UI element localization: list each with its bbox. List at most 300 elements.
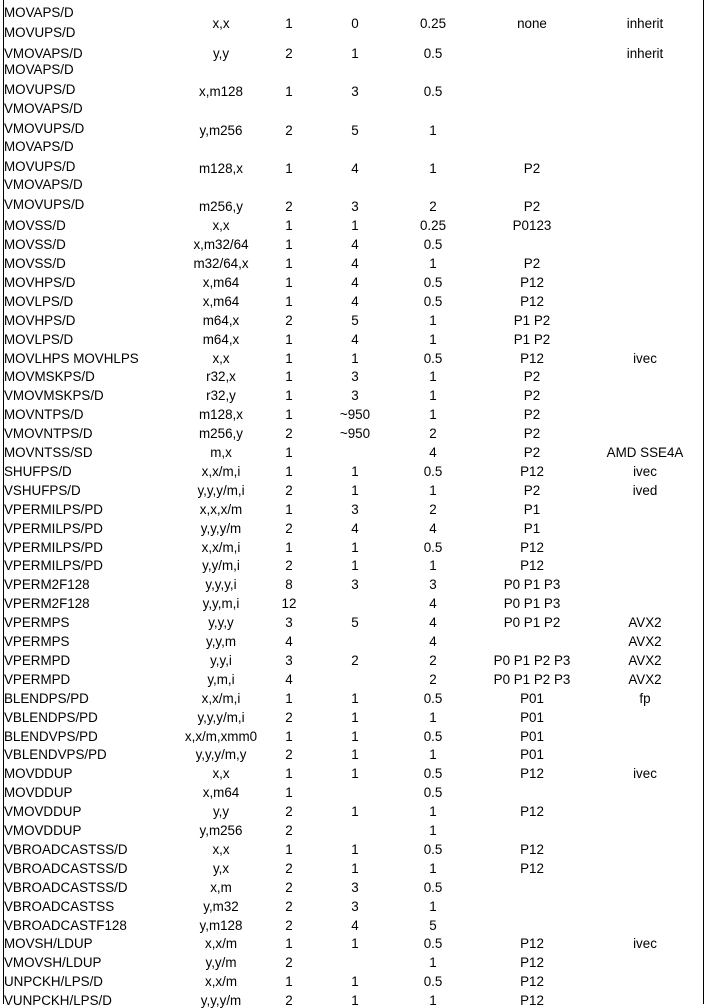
instruction-cell — [4, 555, 164, 574]
instruction-name: SHUFPS/D — [4, 463, 72, 479]
operands-cell: x,x — [212, 350, 230, 366]
throughput-cell: 1 — [429, 161, 437, 177]
ports-cell — [474, 781, 590, 800]
notes-cell — [590, 857, 700, 876]
latency-cell: 3 — [351, 879, 359, 895]
instruction-cell — [4, 4, 164, 42]
table-row — [0, 309, 705, 328]
instruction-name: MOVDDUP — [4, 785, 73, 801]
latency-cell: 1 — [351, 463, 359, 479]
table-row — [0, 42, 705, 61]
operands-cell: x,x — [212, 766, 230, 782]
latency-cell — [318, 952, 392, 971]
instruction-cell — [4, 290, 164, 309]
instruction-cell — [4, 138, 164, 176]
instruction-cell — [4, 914, 164, 933]
throughput-cell: 1 — [429, 823, 437, 839]
notes-cell — [590, 366, 700, 385]
table-row — [0, 838, 705, 857]
table-row — [0, 138, 705, 176]
throughput-cell: 3 — [429, 577, 437, 593]
operands-cell: y,y,i — [210, 652, 232, 668]
instruction-cell — [4, 781, 164, 800]
uops-cell: 12 — [281, 596, 297, 612]
ports-cell — [474, 914, 590, 933]
operands-cell: y,x — [212, 860, 230, 876]
instruction-name: BLENDVPS/PD — [4, 728, 98, 744]
instruction-name: MOVSS/D — [4, 256, 66, 272]
operands-cell: x,x/m — [205, 974, 237, 990]
table-row — [0, 347, 705, 366]
ports-cell: P12 — [520, 350, 544, 366]
operands-cell: m,x — [210, 445, 232, 461]
operands-cell: y,y,y/m,i — [197, 482, 245, 498]
ports-cell — [474, 895, 590, 914]
operands-cell: x,m64 — [202, 293, 240, 309]
operands-cell: m128,x — [199, 161, 243, 177]
uops-cell: 2 — [285, 747, 293, 763]
throughput-cell: 0.5 — [423, 237, 443, 253]
latency-cell: 1 — [351, 350, 359, 366]
throughput-cell: 0.5 — [423, 293, 443, 309]
instruction-cell — [4, 252, 164, 271]
instruction-cell — [4, 176, 164, 214]
throughput-cell: 0.5 — [423, 350, 443, 366]
uops-cell: 1 — [285, 350, 293, 366]
notes-cell — [590, 214, 700, 233]
instruction-name: MOVMSKPS/D — [4, 369, 95, 385]
ports-cell: P0 P1 P2 P3 — [493, 671, 571, 687]
instruction-name: VMOVNTPS/D — [4, 426, 93, 442]
instruction-cell — [4, 611, 164, 630]
operands-cell: m256,y — [199, 426, 243, 442]
table-row — [0, 895, 705, 914]
latency-cell: 5 — [351, 122, 359, 138]
instruction-name: VBROADCASTSS/D — [4, 879, 128, 895]
operands-cell: y,y,y/m — [200, 993, 242, 1008]
instruction-cell — [4, 838, 164, 857]
notes-cell — [590, 725, 700, 744]
latency-cell: 4 — [351, 161, 359, 177]
latency-cell: 3 — [351, 84, 359, 100]
instruction-cell — [4, 876, 164, 895]
notes-cell — [590, 252, 700, 271]
table-row — [0, 403, 705, 422]
instruction-cell — [4, 385, 164, 404]
throughput-cell: 1 — [429, 312, 437, 328]
uops-cell: 2 — [285, 122, 293, 138]
instruction-name: VPERMILPS/PD — [4, 558, 103, 574]
notes-cell — [590, 781, 700, 800]
notes-cell — [590, 100, 700, 138]
notes-cell: fp — [639, 690, 651, 706]
latency-cell: 1 — [351, 539, 359, 555]
instruction-name: VBROADCASTSS/D — [4, 841, 128, 857]
throughput-cell: 0.5 — [423, 690, 443, 706]
latency-cell — [318, 819, 392, 838]
instruction-cell — [4, 744, 164, 763]
operands-cell: x,m64 — [202, 274, 240, 290]
instruction-cell — [4, 592, 164, 611]
table-row — [0, 460, 705, 479]
notes-cell: ivec — [633, 936, 657, 952]
instruction-cell — [4, 574, 164, 593]
operands-cell: x,x — [212, 841, 230, 857]
notes-cell — [590, 706, 700, 725]
latency-cell: 3 — [351, 898, 359, 914]
notes-cell — [590, 914, 700, 933]
latency-cell: 1 — [351, 804, 359, 820]
operands-cell: y,m256 — [199, 823, 243, 839]
throughput-cell: 1 — [429, 993, 437, 1008]
operands-cell: y,m32 — [203, 898, 239, 914]
instruction-cell — [4, 309, 164, 328]
notes-cell — [590, 555, 700, 574]
notes-cell — [590, 819, 700, 838]
throughput-cell: 4 — [429, 615, 437, 631]
table-row — [0, 252, 705, 271]
uops-cell: 1 — [285, 15, 293, 31]
table-row — [0, 328, 705, 347]
latency-cell: 3 — [351, 199, 359, 215]
operands-cell: x,m128 — [199, 84, 243, 100]
instruction-cell — [4, 366, 164, 385]
latency-cell — [318, 668, 392, 687]
throughput-cell: 0.5 — [423, 974, 443, 990]
uops-cell: 1 — [285, 690, 293, 706]
ports-cell: P12 — [520, 293, 544, 309]
table-row — [0, 4, 705, 42]
table-row — [0, 668, 705, 687]
operands-cell: y,y,y — [208, 615, 234, 631]
instruction-cell — [4, 42, 164, 61]
table-row — [0, 536, 705, 555]
table-row — [0, 61, 705, 99]
instruction-cell — [4, 214, 164, 233]
uops-cell: 2 — [285, 199, 293, 215]
uops-cell: 1 — [285, 237, 293, 253]
operands-cell: x,m — [210, 879, 232, 895]
latency-cell: 4 — [351, 520, 359, 536]
instruction-name: UNPCKH/LPS/D — [4, 974, 103, 990]
instruction-name: VMOVDDUP — [4, 823, 82, 839]
throughput-cell: 2 — [429, 199, 437, 215]
latency-cell: 1 — [351, 974, 359, 990]
table-row — [0, 517, 705, 536]
uops-cell: 2 — [285, 482, 293, 498]
ports-cell: P2 — [523, 426, 541, 442]
table-row — [0, 441, 705, 460]
operands-cell: r32,x — [206, 369, 236, 385]
operands-cell: y,y — [212, 804, 230, 820]
operands-cell: x,m64 — [202, 785, 240, 801]
latency-cell: 3 — [351, 388, 359, 404]
latency-cell: 1 — [351, 993, 359, 1008]
throughput-cell: 0.5 — [423, 879, 443, 895]
latency-cell: 5 — [351, 312, 359, 328]
table-row — [0, 498, 705, 517]
uops-cell: 1 — [285, 161, 293, 177]
table-row — [0, 952, 705, 971]
latency-cell: 4 — [351, 274, 359, 290]
operands-cell: m64,x — [202, 331, 240, 347]
uops-cell: 2 — [285, 898, 293, 914]
latency-cell: 1 — [351, 690, 359, 706]
operands-cell: x,x — [212, 15, 230, 31]
instruction-cell — [4, 819, 164, 838]
ports-cell: P0123 — [512, 218, 552, 234]
throughput-cell: 0.5 — [423, 785, 443, 801]
instruction-name: MOVLHPS MOVHLPS — [4, 350, 139, 366]
table-row — [0, 385, 705, 404]
latency-cell — [318, 781, 392, 800]
ports-cell — [474, 876, 590, 895]
instruction-name: VMOVAPS/D — [4, 177, 83, 193]
latency-cell: 3 — [351, 501, 359, 517]
throughput-cell: 4 — [429, 520, 437, 536]
uops-cell: 4 — [285, 634, 293, 650]
table-row — [0, 592, 705, 611]
ports-cell: P1 — [523, 501, 541, 517]
instruction-cell — [4, 536, 164, 555]
instruction-cell — [4, 517, 164, 536]
latency-cell: 1 — [351, 558, 359, 574]
instruction-name: VMOVSH/LDUP — [4, 955, 102, 971]
uops-cell: 1 — [285, 785, 293, 801]
table-row — [0, 763, 705, 782]
uops-cell: 1 — [285, 766, 293, 782]
latency-cell: 4 — [351, 237, 359, 253]
ports-cell: P2 — [523, 369, 541, 385]
instruction-cell — [4, 857, 164, 876]
instruction-name: VBROADCASTSS — [4, 898, 115, 914]
ports-cell: P12 — [520, 766, 544, 782]
uops-cell: 3 — [285, 615, 293, 631]
instruction-cell — [4, 100, 164, 138]
instruction-name: VMOVMSKPS/D — [4, 388, 104, 404]
table-row — [0, 800, 705, 819]
notes-cell: ivec — [633, 463, 657, 479]
ports-cell: P1 P2 — [513, 331, 551, 347]
throughput-cell: 0.25 — [419, 15, 447, 31]
instruction-name: MOVNTPS/D — [4, 407, 84, 423]
operands-cell: y,y,m — [206, 634, 236, 650]
instruction-cell — [4, 952, 164, 971]
instruction-name: VBROADCASTSS/D — [4, 860, 128, 876]
ports-cell — [474, 819, 590, 838]
throughput-cell: 5 — [429, 917, 437, 933]
instruction-cell — [4, 706, 164, 725]
ports-cell: P2 — [523, 199, 541, 215]
instruction-name: VMOVAPS/D — [4, 46, 83, 62]
notes-cell — [590, 592, 700, 611]
uops-cell: 1 — [285, 463, 293, 479]
latency-cell: 1 — [351, 482, 359, 498]
instruction-name: VPERMPD — [4, 671, 71, 687]
latency-cell: 1 — [351, 747, 359, 763]
uops-cell: 1 — [285, 501, 293, 517]
instruction-cell — [4, 687, 164, 706]
ports-cell: P12 — [520, 841, 544, 857]
ports-cell: none — [517, 15, 547, 31]
instruction-cell — [4, 668, 164, 687]
table-row — [0, 970, 705, 989]
uops-cell: 1 — [285, 388, 293, 404]
throughput-cell: 2 — [429, 671, 437, 687]
instruction-cell — [4, 763, 164, 782]
ports-cell: P2 — [523, 445, 541, 461]
latency-cell: 5 — [351, 615, 359, 631]
throughput-cell: 2 — [429, 652, 437, 668]
ports-cell: P01 — [520, 747, 544, 763]
latency-cell: 3 — [351, 577, 359, 593]
throughput-cell: 0.5 — [423, 841, 443, 857]
latency-cell — [318, 630, 392, 649]
instruction-name: MOVNTSS/SD — [4, 445, 93, 461]
ports-cell: P12 — [520, 274, 544, 290]
ports-cell: P12 — [520, 955, 544, 971]
uops-cell: 2 — [285, 804, 293, 820]
notes-cell — [590, 61, 700, 99]
latency-cell: 1 — [351, 841, 359, 857]
notes-cell — [590, 536, 700, 555]
throughput-cell: 1 — [429, 898, 437, 914]
table-row — [0, 479, 705, 498]
instruction-name: VPERMILPS/PD — [4, 520, 103, 536]
instruction-name: VPERM2F128 — [4, 596, 90, 612]
instruction-cell — [4, 460, 164, 479]
table-row — [0, 574, 705, 593]
operands-cell: m128,x — [199, 407, 243, 423]
ports-cell: P12 — [520, 936, 544, 952]
throughput-cell: 0.25 — [419, 218, 447, 234]
notes-cell — [590, 309, 700, 328]
throughput-cell: 1 — [429, 388, 437, 404]
instruction-name: MOVAPS/D — [4, 138, 74, 154]
throughput-cell: 1 — [429, 331, 437, 347]
operands-cell: m256,y — [199, 199, 243, 215]
throughput-cell: 1 — [429, 256, 437, 272]
instruction-name: MOVLPS/D — [4, 331, 74, 347]
instruction-cell — [4, 725, 164, 744]
operands-cell: m32/64,x — [193, 256, 249, 272]
instruction-cell — [4, 422, 164, 441]
table-row — [0, 914, 705, 933]
table-row — [0, 725, 705, 744]
instruction-name: MOVUPS/D — [4, 159, 76, 175]
instruction-cell — [4, 970, 164, 989]
notes-cell: AVX2 — [628, 615, 662, 631]
instruction-name: MOVHPS/D — [4, 312, 76, 328]
throughput-cell: 0.5 — [423, 539, 443, 555]
ports-cell: P2 — [523, 388, 541, 404]
table-row — [0, 271, 705, 290]
operands-cell: y,y,y,i — [205, 577, 237, 593]
throughput-cell: 1 — [429, 122, 437, 138]
instruction-name: MOVAPS/D — [4, 62, 74, 78]
throughput-cell: 2 — [429, 426, 437, 442]
instruction-cell — [4, 498, 164, 517]
ports-cell: P12 — [520, 804, 544, 820]
throughput-cell: 0.5 — [423, 936, 443, 952]
table-row — [0, 781, 705, 800]
throughput-cell: 4 — [429, 445, 437, 461]
instruction-name: VBLENDVPS/PD — [4, 747, 107, 763]
uops-cell: 1 — [285, 445, 293, 461]
uops-cell: 1 — [285, 369, 293, 385]
ports-cell — [474, 42, 590, 61]
ports-cell: P12 — [520, 463, 544, 479]
latency-cell: 4 — [351, 256, 359, 272]
latency-cell: 1 — [351, 46, 359, 62]
latency-cell: 4 — [351, 917, 359, 933]
instruction-cell — [4, 441, 164, 460]
table-row — [0, 687, 705, 706]
table-row — [0, 989, 705, 1008]
throughput-cell: 0.5 — [423, 84, 443, 100]
operands-cell: y,y,m,i — [202, 596, 240, 612]
ports-cell: P2 — [523, 256, 541, 272]
instruction-name: VUNPCKH/LPS/D — [4, 993, 112, 1008]
uops-cell: 3 — [285, 652, 293, 668]
operands-cell: y,m128 — [199, 917, 243, 933]
instruction-name: VMOVAPS/D — [4, 100, 83, 116]
table-row — [0, 366, 705, 385]
instruction-name: BLENDPS/PD — [4, 690, 89, 706]
notes-cell — [590, 876, 700, 895]
instruction-cell — [4, 328, 164, 347]
table-row — [0, 290, 705, 309]
uops-cell: 2 — [285, 823, 293, 839]
uops-cell: 2 — [285, 46, 293, 62]
latency-cell: 3 — [351, 369, 359, 385]
ports-cell: P12 — [520, 993, 544, 1008]
notes-cell — [590, 328, 700, 347]
instruction-name: VBLENDPS/PD — [4, 709, 98, 725]
throughput-cell: 1 — [429, 369, 437, 385]
instruction-name: MOVAPS/D — [4, 5, 74, 20]
instruction-cell — [4, 347, 164, 366]
operands-cell: x,x/m — [205, 936, 237, 952]
throughput-cell: 0.5 — [423, 463, 443, 479]
notes-cell — [590, 138, 700, 176]
table-row — [0, 214, 705, 233]
uops-cell: 1 — [285, 256, 293, 272]
instruction-name: MOVDDUP — [4, 766, 73, 782]
operands-cell: y,y,y/m,i — [197, 709, 245, 725]
notes-cell — [590, 970, 700, 989]
uops-cell: 2 — [285, 558, 293, 574]
ports-cell: P12 — [520, 539, 544, 555]
instruction-name: VSHUFPS/D — [4, 482, 81, 498]
uops-cell: 2 — [285, 955, 293, 971]
instruction-name: VPERMPS — [4, 615, 70, 631]
table-row — [0, 555, 705, 574]
instruction-cell — [4, 271, 164, 290]
ports-cell — [474, 61, 590, 99]
uops-cell: 2 — [285, 426, 293, 442]
instruction-name: VMOVDDUP — [4, 804, 82, 820]
ports-cell — [474, 100, 590, 138]
ports-cell: P1 P2 — [513, 312, 551, 328]
ports-cell: P1 — [523, 520, 541, 536]
notes-cell: ivec — [633, 350, 657, 366]
notes-cell: AMD SSE4A — [606, 445, 684, 461]
latency-cell: 1 — [351, 728, 359, 744]
uops-cell: 4 — [285, 671, 293, 687]
uops-cell: 1 — [285, 84, 293, 100]
uops-cell: 8 — [285, 577, 293, 593]
